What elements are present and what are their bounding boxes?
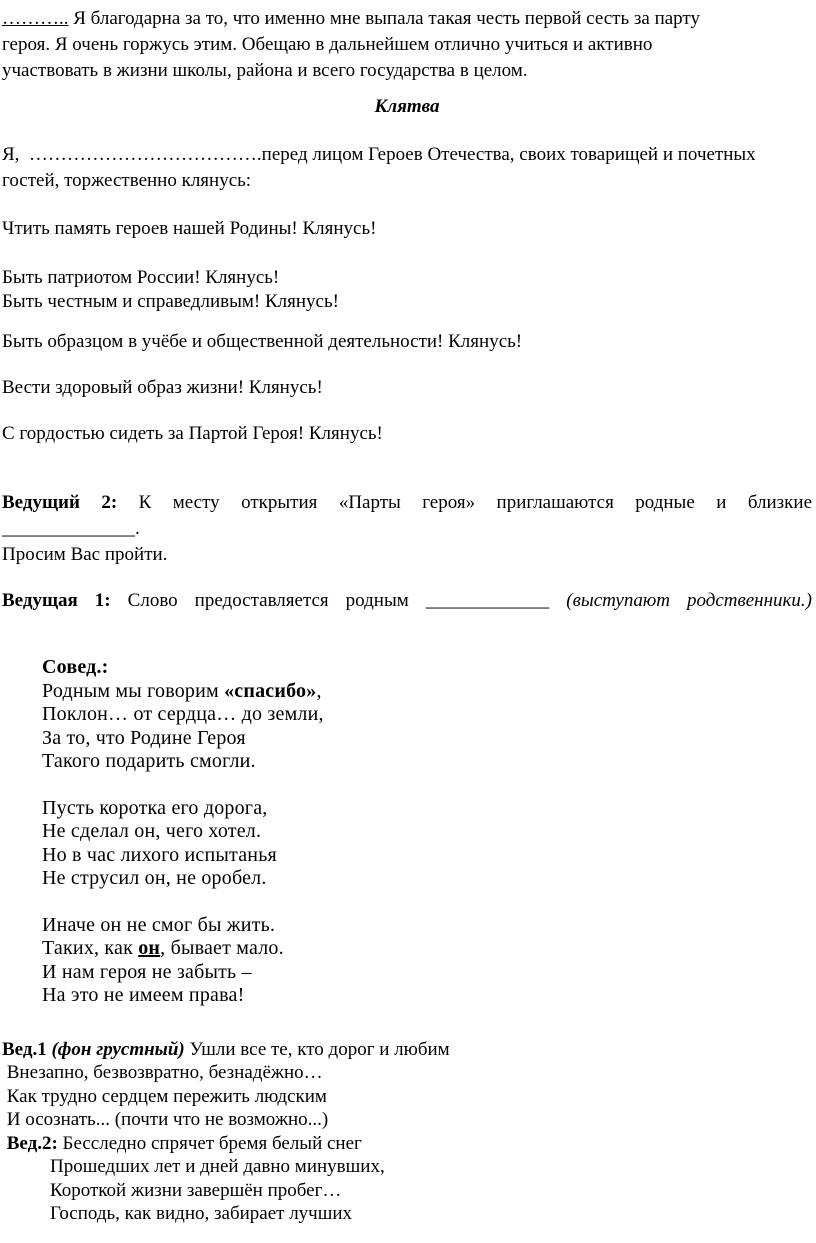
text-segment: Быть честным и справедливым! Клянусь! xyxy=(2,291,339,312)
text-segment: героя. Я очень горжусь этим. Обещаю в дальнейшем отлично учиться и активно xyxy=(2,34,653,55)
oath-item-memory xyxy=(2,216,812,242)
text-segment: К месту открытия «Парты героя» приглашаются родные и близкие xyxy=(117,492,812,513)
poem-line xyxy=(42,984,812,1008)
text-segment: Внезапно, безвозвратно, безнадёжно… xyxy=(2,1062,323,1083)
oath-item-example xyxy=(2,330,812,354)
text-segment: Господь, как видно, забирает лучших xyxy=(50,1203,353,1224)
text-segment: Иначе он не смог бы жить. xyxy=(42,913,276,936)
text-segment: он xyxy=(138,937,161,959)
text-segment: Пусть коротка его дорога, xyxy=(42,796,268,819)
text-segment: И осознать... (почти что не возможно...) xyxy=(2,1109,329,1130)
ved2-verse-line xyxy=(50,1202,812,1226)
text-segment: Ведущая 1: xyxy=(2,590,111,611)
ved1-line xyxy=(2,1038,812,1062)
ved2-verse-line xyxy=(50,1179,812,1203)
text-segment: Бесследно спрячет бремя белый снег xyxy=(62,1132,362,1154)
poem-line xyxy=(42,867,812,891)
oath-item-patriot xyxy=(2,266,812,290)
text-segment: На это не имеем права! xyxy=(42,984,245,1006)
oath-opening-line-1 xyxy=(2,142,812,168)
text-segment: Не струсил он, не оробел. xyxy=(42,867,267,889)
poem-line xyxy=(42,914,812,938)
text-segment: Такого подарить смогли. xyxy=(42,750,256,772)
text-segment: Не сделал он, чего хотел. xyxy=(42,820,262,842)
text-segment: Вед.2: xyxy=(6,1132,63,1154)
oath-item-honest xyxy=(2,290,812,314)
text-segment: Вед.1 xyxy=(2,1038,52,1060)
text-segment: Прошедших лет и дней давно минувших, xyxy=(50,1156,385,1177)
host2-line-2 xyxy=(2,542,812,568)
text-segment: Я благодарна за то, что именно мне выпала такая честь первой сесть за парту xyxy=(68,8,700,29)
text-segment: Таких, как xyxy=(42,937,139,959)
text-segment: Слово предоставляется родным _____________ xyxy=(110,590,567,611)
ved2-verse-line xyxy=(50,1155,812,1179)
intro-line-1 xyxy=(2,6,812,32)
text-segment: «спасибо» xyxy=(224,679,317,702)
poem-line xyxy=(42,797,812,821)
text-segment: Просим Вас пройти. xyxy=(2,544,168,565)
text-segment: С гордостью сидеть за Партой Героя! Клянусь! xyxy=(2,423,383,444)
text-segment: Но в час лихого испытанья xyxy=(42,843,277,866)
poem-line xyxy=(42,680,812,704)
text-segment: Клятва xyxy=(374,96,440,117)
text-segment: участвовать в жизни школы, района и всего государства в целом. xyxy=(2,60,528,81)
text-segment: ……….. xyxy=(2,8,69,29)
text-segment: Поклон… от сердца… до земли, xyxy=(42,703,324,725)
text-segment: (выступают родственники.) xyxy=(566,590,813,611)
poem-line xyxy=(42,937,812,961)
poem-line xyxy=(42,820,812,844)
ved1-verse-line xyxy=(2,1108,812,1132)
ved2-line xyxy=(2,1132,812,1156)
text-segment: Быть образцом в учёбе и общественной деятельности! Клянусь! xyxy=(2,331,523,352)
intro-line-3 xyxy=(2,58,812,84)
poem-line xyxy=(42,961,812,985)
text-segment: Я, ……………………………….перед лицом Героев Отечества, своих товарищей и почетных xyxy=(2,144,756,165)
text-segment: За то, что Родине Героя xyxy=(42,726,246,749)
text-segment: Чтить память героев нашей Родины! Клянусь! xyxy=(2,218,377,239)
oath-item-health xyxy=(2,376,812,400)
text-segment: Родным мы говорим xyxy=(42,679,225,702)
ved1-verse-line xyxy=(2,1085,812,1109)
ved1-verse-line xyxy=(2,1061,812,1085)
text-segment: (фон грустный) xyxy=(51,1038,190,1060)
text-segment: И нам героя не забыть – xyxy=(42,960,252,983)
oath-item-desk xyxy=(2,422,812,446)
text-segment: Вести здоровый образ жизни! Клянусь! xyxy=(2,377,323,398)
text-segment: Быть патриотом России! Клянусь! xyxy=(2,267,280,288)
oath-opening-line-2 xyxy=(2,168,812,194)
text-segment: ______________. xyxy=(2,518,140,539)
host2-blank-line xyxy=(2,516,812,542)
text-segment: , xyxy=(316,679,322,702)
host2-line xyxy=(2,490,812,516)
text-segment: Короткой жизни завершён пробег… xyxy=(50,1179,342,1201)
poem-line xyxy=(42,750,812,774)
poem-line xyxy=(42,703,812,727)
text-segment: Ведущий 2: xyxy=(2,492,118,513)
text-segment: , бывает мало. xyxy=(160,937,284,959)
poem-line xyxy=(42,844,812,868)
text-segment: Совед.: xyxy=(42,656,109,678)
text-segment: гостей, торжественно клянусь: xyxy=(2,170,252,191)
intro-line-2 xyxy=(2,32,812,58)
poem-line xyxy=(42,727,812,751)
text-segment: Ушли все те, кто дорог и любим xyxy=(189,1038,450,1060)
text-segment: Как трудно сердцем пережить людским xyxy=(2,1085,327,1107)
host1-line xyxy=(2,588,812,614)
oath-title xyxy=(2,94,812,120)
cohost-label xyxy=(42,656,812,680)
